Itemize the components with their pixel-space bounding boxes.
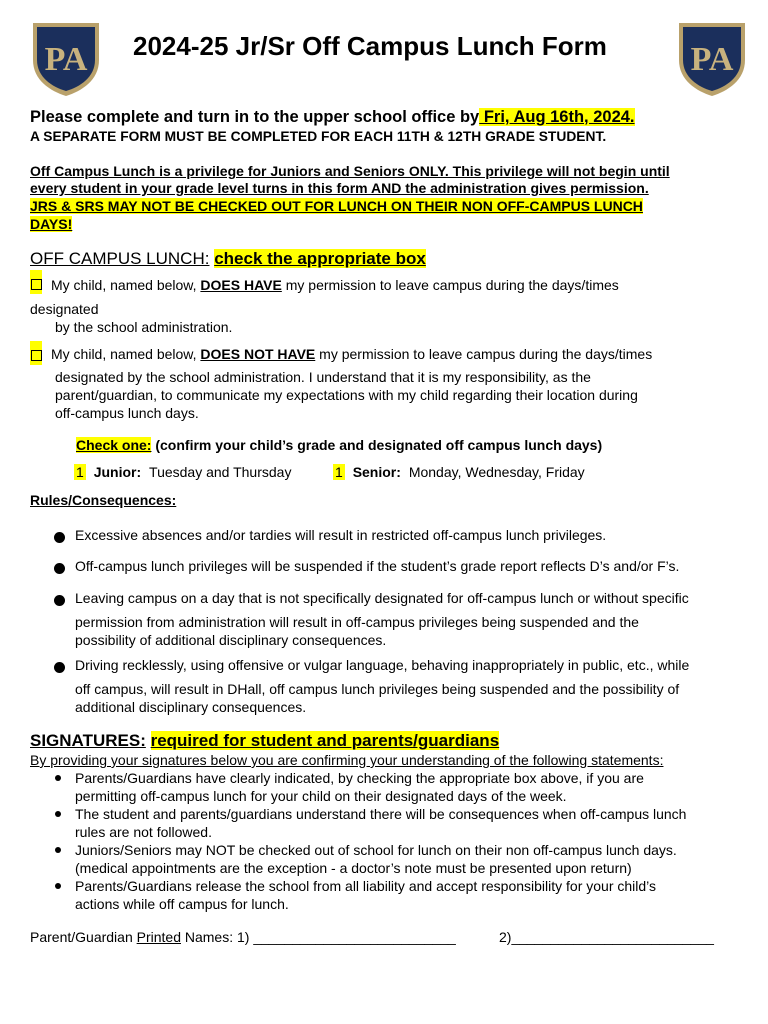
signatures-intro: By providing your signatures below you are confirming your understanding of the following statements: [30,752,664,768]
option-text: my permission to leave campus during the days/times [281,277,619,293]
option-text: My child, named below, [51,346,201,362]
option-does-not-have-line-4: off-campus lunch days. [55,405,199,421]
does-not-have-checkbox[interactable] [31,350,42,361]
statement-bullet [55,811,61,817]
statement-3-line-2: (medical appointments are the exception - a doctor’s note must be presented upon return) [75,860,632,876]
form-title: 2024-25 Jr/Sr Off Campus Lunch Form [133,31,607,61]
junior-checkbox[interactable]: 1 [76,464,84,480]
statement-bullet [55,775,61,781]
privilege-line-2: every student in your grade level turns in this form AND the administration gives permission. [30,180,649,196]
statement-1-line-2: permitting off-campus lunch for your child on their designated days of the week. [75,788,567,804]
option-does-not-have-line-2: designated by the school administration. I understand that it is my responsibility, as the [55,369,591,385]
printed-label: Printed [136,929,181,945]
lunch-heading-highlight: check the appropriate box [214,249,426,268]
statement-4-line-2: actions while off campus for lunch. [75,896,289,912]
option-text: my permission to leave campus during the days/times [315,346,653,362]
school-crest-left [30,20,102,98]
statement-1-line-1: Parents/Guardians have clearly indicated, by checking the appropriate box above, if you are [75,770,644,786]
lunch-heading-label: OFF CAMPUS LUNCH: [30,249,210,268]
option-text: My child, named below, [51,277,201,293]
senior-label: Senior: [352,464,401,480]
senior-checkbox[interactable]: 1 [335,464,343,480]
statement-4-line-1: Parents/Guardians release the school from all liability and accept responsibility for your child’s [75,878,657,894]
check-one-note: (confirm your child’s grade and designated off campus lunch days) [151,437,603,453]
statement-bullet [55,847,61,853]
option-does-not-have-line-3: parent/guardian, to communicate my expectations with my child regarding their location during [55,387,638,403]
statement-2-line-1: The student and parents/guardians understand there will be consequences when off-campus lunch [75,806,687,822]
rule-bullet [54,532,65,543]
privilege-warning-2: DAYS! [30,216,73,232]
school-crest-right [676,20,748,98]
option-does-have-line-2: designated [30,301,99,317]
parent-names-field-2[interactable]: 2)__________________________ [499,929,714,945]
rule-bullet [54,563,65,574]
svg-text:PA: PA [690,41,734,78]
does-have-checkbox[interactable] [31,279,42,290]
junior-days: Tuesday and Thursday [149,464,292,480]
intro-line [30,108,635,127]
rule-bullet [54,595,65,606]
signatures-heading-label: SIGNATURES: [30,731,146,750]
option-does-not-have-line-1 [51,346,652,362]
check-one-label: Check one: [76,437,152,453]
svg-text:PA: PA [44,41,88,78]
does-have-label: DOES HAVE [200,277,282,293]
statement-3-line-1: Juniors/Seniors may NOT be checked out of school for lunch on their non off-campus lunch days. [75,842,677,858]
junior-option[interactable] [74,464,291,480]
option-does-have-line-1 [51,277,619,293]
rule-3-line-3: possibility of additional disciplinary consequences. [75,632,387,648]
rules-heading: Rules/Consequences: [30,492,177,508]
lunch-section-heading [30,249,426,269]
signatures-heading-highlight: required for student and parents/guardians [150,731,500,750]
does-not-have-label: DOES NOT HAVE [200,346,316,362]
privilege-line-1: Off Campus Lunch is a privilege for Juniors and Seniors ONLY. This privilege will not begin until [30,163,670,179]
intro-text: Please complete and turn in to the upper school office by [30,108,480,126]
senior-days: Monday, Wednesday, Friday [408,464,585,480]
rule-4-line-1: Driving recklessly, using offensive or vulgar language, behaving inappropriately in public, etc., while [75,657,690,673]
rule-2: Off-campus lunch privileges will be suspended if the student’s grade report reflects D’s and/or F’s. [75,558,680,574]
rule-bullet [54,662,65,673]
senior-option[interactable] [333,464,585,480]
names-label: Parent/Guardian [30,929,137,945]
rule-1: Excessive absences and/or tardies will result in restricted off-campus lunch privileges. [75,527,607,543]
privilege-warning-1: JRS & SRS MAY NOT BE CHECKED OUT FOR LUNCH ON THEIR NON OFF-CAMPUS LUNCH [30,198,643,214]
junior-label: Junior: [93,464,142,480]
option-does-have-line-3: by the school administration. [55,319,233,335]
statement-bullet [55,883,61,889]
check-one-line [76,437,602,453]
deadline-date: Fri, Aug 16th, 2024. [479,108,635,126]
names-blank-1[interactable]: Names: 1) __________________________ [180,929,456,945]
rule-4-line-3: additional disciplinary consequences. [75,699,307,715]
parent-names-field-1[interactable] [30,929,456,945]
separate-form-notice: A SEPARATE FORM MUST BE COMPLETED FOR EACH 11TH & 12TH GRADE STUDENT. [30,129,607,144]
rule-4-line-2: off campus, will result in DHall, off campus lunch privileges being suspended and the possibility of [75,681,680,697]
rule-3-line-1: Leaving campus on a day that is not specifically designated for off-campus lunch or without specific [75,590,689,606]
rule-3-line-2: permission from administration will result in off-campus privileges being suspended and the [75,614,639,630]
statement-2-line-2: rules are not followed. [75,824,212,840]
signatures-heading [30,731,499,751]
